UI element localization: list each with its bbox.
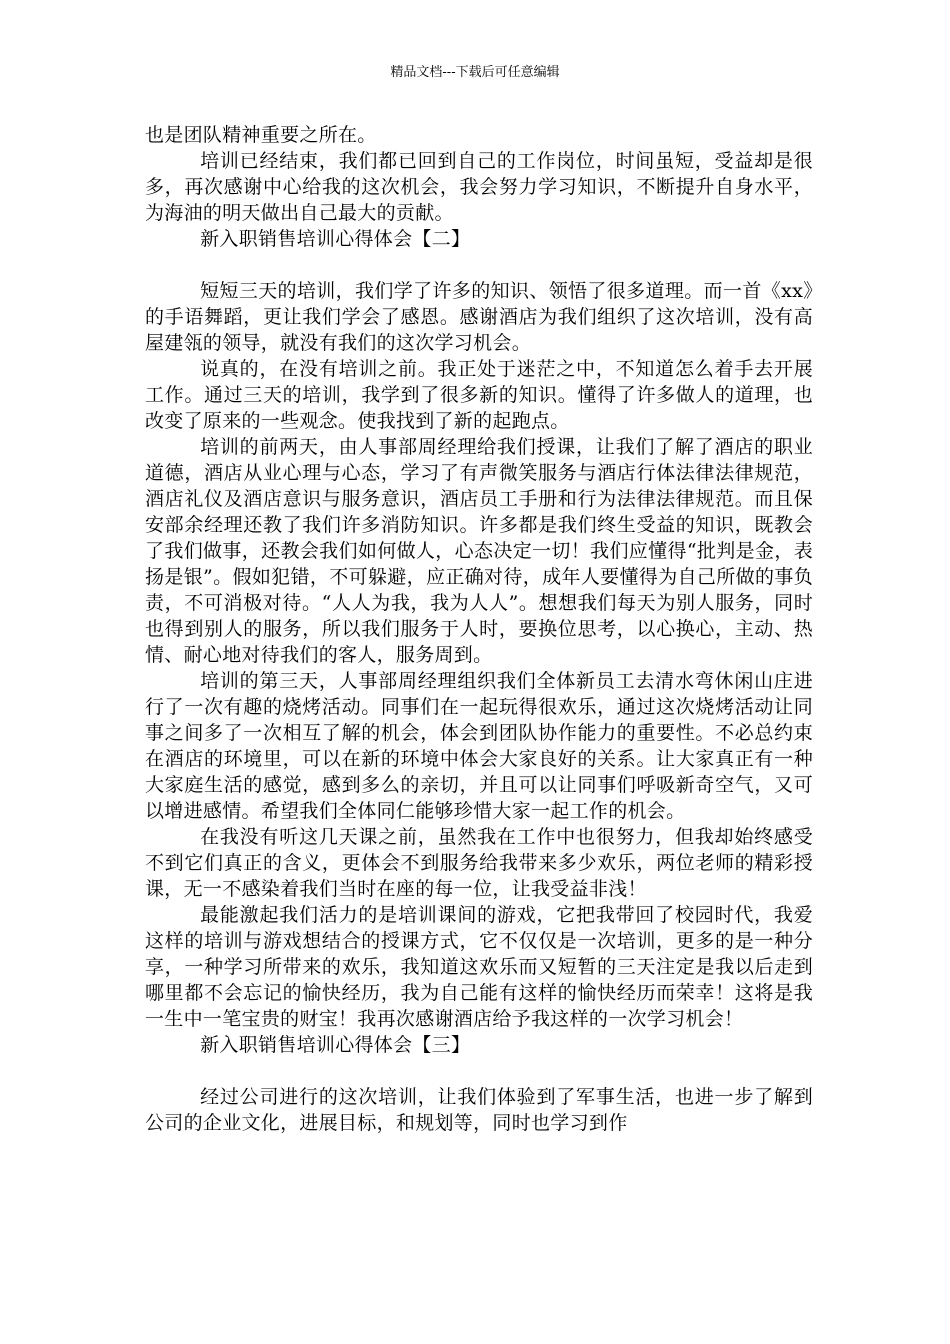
- section-heading-3: 新入职销售培训心得体会【三】: [200, 1034, 471, 1056]
- page-header: 精品文档---下载后可任意编辑: [390, 65, 560, 80]
- paragraph: 培训已经结束，我们都已回到自己的工作岗位，时间虽短，受益却是很多，再次感谢中心给我的这次机会，我会努力学习知识，不断提升自身水平，为海油的明天做出自己最大的贡献。: [145, 150, 813, 224]
- paragraph: 最能激起我们活力的是培训课间的游戏，它把我带回了校园时代，我爱这样的培训与游戏想结合的授课方式，它不仅仅是一次培训，更多的是一种分享，一种学习所带来的欢乐，我知道这欢乐而又短暂的三天注定是我以后走到哪里都不会忘记的愉快经历，我为自己能有这样的愉快经历而荣幸！这将是我一生中一笔宝贵的财宝！我再次感谢酒店给予我这样的一次学习机会！: [145, 904, 813, 1030]
- paragraph: 经过公司进行的这次培训，让我们体验到了军事生活，也进一步了解到公司的企业文化，进展目标，和规划等，同时也学习到作: [145, 1086, 813, 1134]
- paragraph: 培训的前两天，由人事部周经理给我们授课，让我们了解了酒店的职业道德，酒店从业心理与心态，学习了有声微笑服务与酒店行体法律法律规范，酒店礼仪及酒店意识与服务意识，酒店员工手册和行为法律法律规范。而且保安部余经理还教了我们许多消防知识。许多都是我们终生受益的知识，既教会了我们做事，还教会我们如何做人，心态决定一切！我们应懂得“批判是金，表扬是银”。假如犯错，不可躲避，应正确对待，成年人要懂得为自己所做的事负责，不可消极对待。“人人为我，我为人人”。想想我们每天为别人服务，同时也得到别人的服务，所以我们服务于人时，要换位思考，以心换心，主动、热情、耐心地对待我们的客人，服务周到。: [145, 436, 813, 666]
- paragraph: 在我没有听这几天课之前，虽然我在工作中也很努力，但我却始终感受不到它们真正的含义，更体会不到服务给我带来多少欢乐，两位老师的精彩授课，无一不感染着我们当时在座的每一位，让我受益非浅！: [145, 826, 813, 900]
- paragraph: 培训的第三天，人事部周经理组织我们全体新员工去清水弯休闲山庄进行了一次有趣的烧烤活动。同事们在一起玩得很欢乐，通过这次烧烤活动让同事之间多了一次相互了解的机会，体会到团队协作能力的重要性。不必总约束在酒店的环境里，可以在新的环境中体会大家良好的关系。让大家真正有一种大家庭生活的感觉，感到多么的亲切，并且可以让同事们呼吸新奇空气，又可以增进感情。希望我们全体同仁能够珍惜大家一起工作的机会。: [145, 670, 813, 822]
- section-heading-2: 新入职销售培训心得体会【二】: [200, 228, 471, 250]
- paragraph: 短短三天的培训，我们学了许多的知识、领悟了很多道理。而一首《xx》的手语舞蹈，更让我们学会了感恩。感谢酒店为我们组织了这次培训，没有高屋建瓴的领导，就没有我们的这次学习机会。: [145, 280, 813, 354]
- paragraph-continuation: 也是团队精神重要之所在。: [145, 124, 377, 146]
- blank-line: [145, 1058, 813, 1084]
- paragraph: 说真的，在没有培训之前。我正处于迷茫之中，不知道怎么着手去开展工作。通过三天的培训，我学到了很多新的知识。懂得了许多做人的道理，也改变了原来的一些观念。使我找到了新的起跑点。: [145, 358, 813, 432]
- blank-line: [145, 252, 813, 278]
- document-body: [145, 122, 813, 1136]
